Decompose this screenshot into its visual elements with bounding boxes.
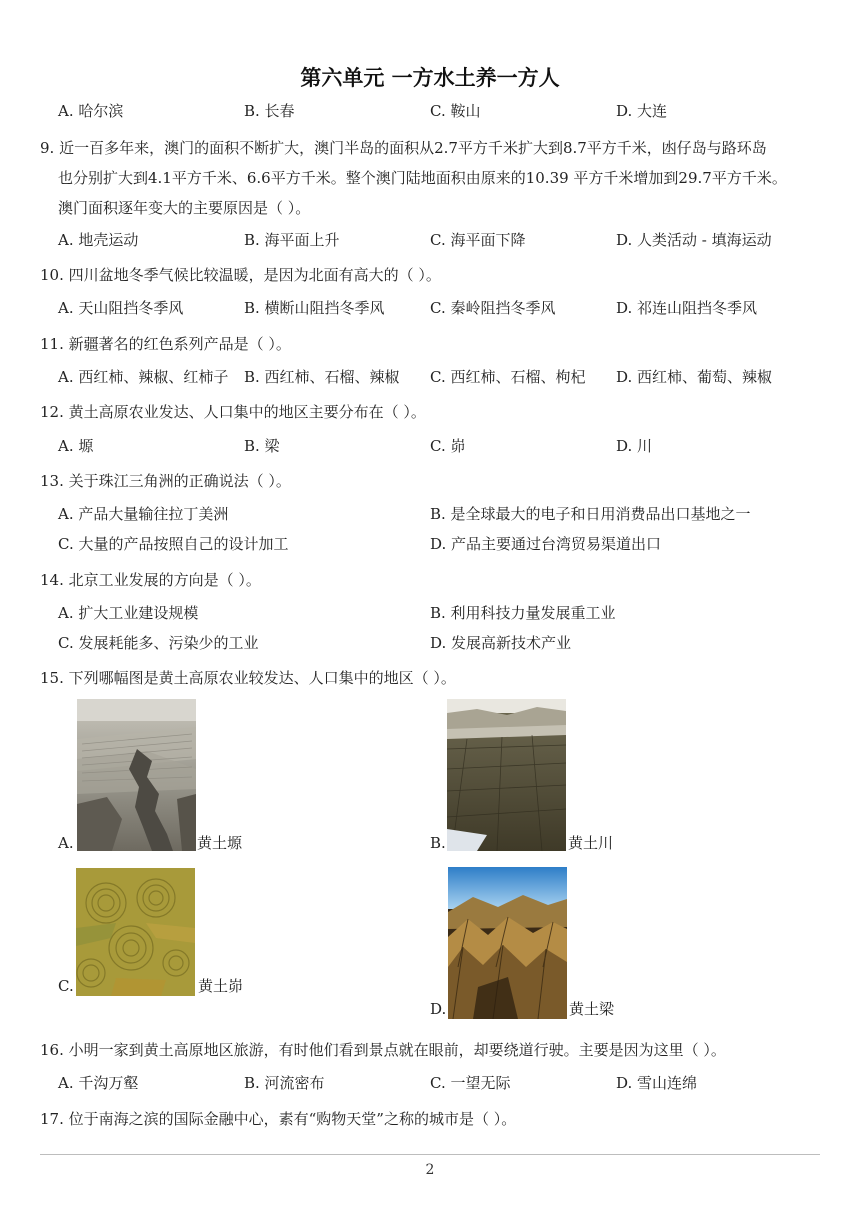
q13-option-d: D. 产品主要通过台湾贸易渠道出口 (430, 535, 662, 553)
q15-option-c-letter: C. (58, 977, 74, 995)
q8-option-b: B. 长春 (244, 102, 295, 120)
q9-stem-line3: 澳门面积逐年变大的主要原因是（ ）。 (58, 199, 311, 217)
page-title: 第六单元 一方水土养一方人 (300, 65, 560, 90)
q10-option-d: D. 祁连山阻挡冬季风 (616, 299, 758, 317)
page-number: 2 (425, 1162, 435, 1178)
q8-option-c: C. 鞍山 (430, 102, 481, 120)
q13-option-a: A. 产品大量输往拉丁美洲 (58, 505, 229, 523)
q10-option-b: B. 横断山阻挡冬季风 (244, 299, 385, 317)
q15-option-a-caption: 黄土塬 (197, 834, 243, 852)
q8-option-a: A. 哈尔滨 (58, 102, 124, 120)
q15-option-d-letter: D. (430, 1000, 447, 1018)
q14-option-c: C. 发展耗能多、污染少的工业 (58, 634, 259, 652)
q8-option-d: D. 大连 (616, 102, 668, 120)
q9-stem-line2: 也分别扩大到4.1平方千米、6.6平方千米。整个澳门陆地面积由原来的10.39 平方千米增加到29.7平方千米。 (58, 169, 787, 187)
q12-option-d: D. 川 (616, 437, 653, 455)
q15-option-c-caption: 黄土峁 (198, 977, 244, 995)
q13-option-b: B. 是全球最大的电子和日用消费品出口基地之一 (430, 505, 751, 523)
q12-stem: 12. 黄土高原农业发达、人口集中的地区主要分布在（ ）。 (40, 403, 426, 421)
q12-option-a: A. 塬 (58, 437, 94, 455)
q12-option-c: C. 峁 (430, 437, 466, 455)
q14-option-a: A. 扩大工业建设规模 (58, 604, 199, 622)
q15-option-a-letter: A. (58, 834, 74, 852)
q10-stem: 10. 四川盆地冬季气候比较温暖，是因为北面有高大的（ ）。 (40, 266, 441, 284)
q10-option-a: A. 天山阻挡冬季风 (58, 299, 184, 317)
q11-stem: 11. 新疆著名的红色系列产品是（ ）。 (40, 335, 291, 353)
q16-option-d: D. 雪山连绵 (616, 1074, 698, 1092)
q14-stem: 14. 北京工业发展的方向是（ ）。 (40, 571, 261, 589)
q9-option-c: C. 海平面下降 (430, 231, 526, 249)
q12-option-b: B. 梁 (244, 437, 280, 455)
q13-option-c: C. 大量的产品按照自己的设计加工 (58, 535, 289, 553)
q9-option-b: B. 海平面上升 (244, 231, 340, 249)
loess-hillock-photo (76, 868, 195, 996)
q14-option-b: B. 利用科技力量发展重工业 (430, 604, 616, 622)
q15-option-b-letter: B. (430, 834, 446, 852)
loess-ridge-photo (448, 867, 567, 1019)
q16-option-a: A. 千沟万壑 (58, 1074, 139, 1092)
q10-option-c: C. 秦岭阻挡冬季风 (430, 299, 556, 317)
q15-option-b-caption: 黄土川 (568, 834, 614, 852)
q9-option-a: A. 地壳运动 (58, 231, 139, 249)
q17-stem: 17. 位于南海之滨的国际金融中心，素有“购物天堂”之称的城市是（ ）。 (40, 1110, 517, 1128)
q13-stem: 13. 关于珠江三角洲的正确说法（ ）。 (40, 472, 291, 490)
loess-tableland-photo (77, 699, 196, 851)
q11-option-b: B. 西红柿、石榴、辣椒 (244, 368, 400, 386)
q9-stem-line1: 9. 近一百多年来，澳门的面积不断扩大，澳门半岛的面积从2.7平方千米扩大到8.7平方千米，凼仔岛与路环岛 (40, 139, 767, 157)
q16-stem: 16. 小明一家到黄土高原地区旅游，有时他们看到景点就在眼前，却要绕道行驶。主要是因为这里（ ）。 (40, 1041, 726, 1059)
q14-option-d: D. 发展高新技术产业 (430, 634, 572, 652)
footer-divider (40, 1154, 820, 1155)
q11-option-a: A. 西红柿、辣椒、红柿子 (58, 368, 229, 386)
q16-option-b: B. 河流密布 (244, 1074, 325, 1092)
q11-option-d: D. 西红柿、葡萄、辣椒 (616, 368, 773, 386)
q15-option-d-caption: 黄土梁 (569, 1000, 615, 1018)
q16-option-c: C. 一望无际 (430, 1074, 511, 1092)
q9-option-d: D. 人类活动 - 填海运动 (616, 231, 772, 249)
q15-stem: 15. 下列哪幅图是黄土高原农业较发达、人口集中的地区（ ）。 (40, 669, 456, 687)
q11-option-c: C. 西红柿、石榴、枸杞 (430, 368, 586, 386)
loess-valley-plain-photo (447, 699, 566, 851)
